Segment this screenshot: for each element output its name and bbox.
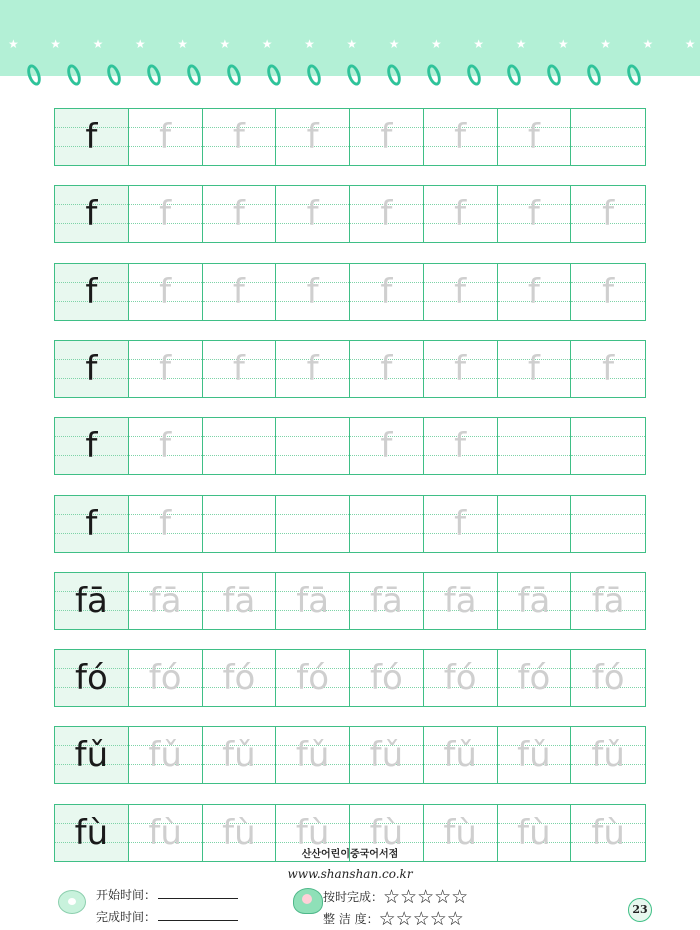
trace-cell[interactable]	[350, 186, 424, 242]
start-time-label: 开始时间：	[96, 888, 157, 902]
guide-line	[571, 127, 645, 128]
trace-letter: fā	[148, 580, 182, 621]
banner-star-icon: ★	[557, 37, 569, 51]
trace-cell[interactable]	[498, 496, 572, 552]
trace-cell[interactable]	[129, 727, 203, 783]
trace-letter: f	[159, 117, 172, 157]
binding-ring-icon	[385, 63, 404, 88]
trace-cell[interactable]	[498, 418, 572, 474]
guide-line	[350, 514, 423, 515]
trace-letter: f	[232, 117, 245, 157]
guide-line	[571, 455, 645, 456]
banner-star-icon: ★	[261, 37, 273, 51]
trace-letter: fó	[517, 658, 551, 699]
trace-letter: fó	[296, 658, 330, 699]
trace-cell[interactable]	[350, 727, 424, 783]
trace-letter: f	[306, 117, 319, 157]
trace-cell[interactable]	[276, 109, 350, 165]
trace-cell[interactable]	[129, 573, 203, 629]
model-cell	[55, 650, 129, 706]
trace-cell[interactable]	[203, 264, 277, 320]
trace-cell[interactable]	[276, 341, 350, 397]
neatness-row	[323, 908, 464, 930]
practice-row	[54, 263, 646, 321]
trace-letter: fǔ	[222, 735, 256, 776]
trace-letter: f	[159, 426, 172, 467]
practice-row	[54, 495, 646, 553]
banner-star-icon: ★	[50, 37, 62, 51]
banner-star-icon: ★	[134, 37, 146, 51]
trace-letter: f	[380, 194, 393, 235]
trace-cell[interactable]	[424, 109, 498, 165]
trace-cell[interactable]	[424, 496, 498, 552]
guide-line	[571, 436, 645, 437]
trace-cell[interactable]	[129, 418, 203, 474]
trace-letter: fó	[148, 658, 182, 699]
trace-cell[interactable]	[571, 341, 645, 397]
turtle-icon	[293, 888, 323, 914]
trace-cell[interactable]	[498, 341, 572, 397]
trace-cell[interactable]	[498, 109, 572, 165]
trace-cell[interactable]	[498, 573, 572, 629]
trace-letter: fǔ	[443, 735, 477, 776]
trace-letter: fù	[591, 812, 625, 853]
model-letter: f	[85, 426, 98, 467]
finish-time-row	[96, 908, 238, 925]
trace-letter: f	[454, 503, 467, 544]
trace-letter: f	[602, 194, 615, 235]
banner-star-icon: ★	[684, 37, 696, 51]
trace-letter: fā	[296, 580, 330, 621]
binding-ring-icon	[425, 63, 444, 88]
trace-letter: f	[159, 503, 172, 544]
binding-ring-icon	[65, 63, 84, 88]
guide-line	[571, 146, 645, 147]
trace-letter: fù	[148, 812, 182, 853]
guide-line	[498, 455, 571, 456]
binding-ring-icon	[505, 63, 524, 88]
guide-line	[571, 533, 645, 534]
trace-cell[interactable]	[571, 573, 645, 629]
trace-cell[interactable]	[203, 650, 277, 706]
trace-cell[interactable]	[276, 573, 350, 629]
guide-line	[350, 533, 423, 534]
trace-letter: f	[306, 194, 319, 235]
guide-line	[571, 514, 645, 515]
trace-letter: f	[232, 271, 245, 312]
model-cell	[55, 341, 129, 397]
model-letter: f	[85, 194, 98, 235]
trace-cell[interactable]	[276, 650, 350, 706]
trace-cell[interactable]	[129, 496, 203, 552]
banner-star-icon: ★	[177, 37, 188, 51]
trace-letter: f	[232, 194, 245, 235]
trace-cell[interactable]	[424, 650, 498, 706]
banner-star-icon: ★	[388, 37, 400, 51]
binding-ring-icon	[305, 63, 324, 88]
trace-letter: fā	[369, 580, 403, 621]
trace-letter: fó	[591, 658, 625, 699]
trace-cell[interactable]	[571, 727, 645, 783]
publisher-name: 산산어린이중국어서점	[301, 849, 399, 860]
model-cell	[55, 573, 129, 629]
guide-line	[276, 455, 349, 456]
sheep-icon	[58, 890, 86, 914]
trace-letter: fā	[222, 580, 256, 621]
trace-cell[interactable]	[424, 186, 498, 242]
model-cell	[55, 727, 129, 783]
trace-letter: f	[454, 348, 467, 389]
model-cell	[55, 186, 129, 242]
trace-letter: f	[602, 271, 615, 312]
trace-cell[interactable]	[276, 186, 350, 242]
on-time-row	[323, 886, 468, 908]
trace-cell[interactable]	[203, 727, 277, 783]
trace-letter: f	[454, 426, 467, 467]
spiral-binding	[0, 58, 700, 94]
banner-star-icon: ★	[92, 37, 104, 51]
binding-ring-icon	[625, 63, 644, 88]
banner-star-icon: ★	[346, 37, 358, 51]
trace-letter: fù	[295, 812, 330, 853]
binding-ring-icon	[25, 63, 44, 88]
trace-cell[interactable]	[350, 341, 424, 397]
trace-cell[interactable]	[203, 496, 277, 552]
practice-row	[54, 649, 646, 707]
on-time-label: 按时完成：	[323, 890, 384, 904]
trace-letter: fā	[591, 580, 625, 621]
model-letter: f	[85, 271, 98, 312]
trace-cell[interactable]	[571, 264, 645, 320]
trace-cell[interactable]	[571, 650, 645, 706]
trace-letter: fǔ	[517, 735, 551, 776]
trace-cell[interactable]	[203, 341, 277, 397]
start-time-row	[96, 886, 238, 903]
binding-ring-icon	[585, 63, 604, 88]
trace-cell[interactable]	[129, 186, 203, 242]
trace-cell[interactable]	[129, 650, 203, 706]
trace-cell[interactable]	[276, 418, 350, 474]
trace-letter: fǔ	[591, 735, 625, 776]
trace-cell[interactable]	[350, 109, 424, 165]
guide-line	[276, 436, 349, 437]
trace-letter: f	[380, 271, 393, 312]
trace-letter: fó	[369, 658, 403, 699]
trace-letter: fǔ	[295, 735, 330, 776]
trace-cell[interactable]	[276, 496, 350, 552]
binding-ring-icon	[225, 63, 244, 88]
binding-ring-icon	[105, 63, 124, 88]
trace-letter: fǔ	[369, 735, 404, 776]
guide-line	[203, 533, 276, 534]
trace-letter: f	[232, 348, 245, 389]
trace-cell[interactable]	[424, 573, 498, 629]
trace-letter: f	[527, 348, 540, 389]
trace-cell[interactable]	[350, 573, 424, 629]
trace-cell[interactable]	[424, 418, 498, 474]
trace-cell[interactable]	[129, 341, 203, 397]
model-cell	[55, 109, 129, 165]
trace-letter: f	[306, 271, 319, 312]
trace-cell[interactable]	[350, 418, 424, 474]
trace-letter: f	[602, 348, 615, 389]
trace-cell[interactable]	[350, 496, 424, 552]
guide-line	[203, 514, 276, 515]
practice-row	[54, 185, 646, 243]
model-cell	[55, 418, 129, 474]
practice-row	[54, 108, 646, 166]
banner-star-icon: ★	[8, 37, 19, 51]
practice-row	[54, 572, 646, 630]
binding-ring-icon	[465, 63, 484, 88]
trace-letter: fā	[517, 580, 551, 621]
practice-row	[54, 417, 646, 475]
trace-cell[interactable]	[203, 418, 277, 474]
trace-letter: f	[380, 117, 393, 157]
binding-ring-icon	[265, 63, 284, 88]
trace-letter: f	[380, 426, 393, 467]
trace-letter: f	[380, 348, 393, 389]
trace-cell[interactable]	[571, 186, 645, 242]
trace-cell[interactable]	[498, 650, 572, 706]
trace-cell[interactable]	[276, 727, 350, 783]
practice-row	[54, 340, 646, 398]
trace-letter: f	[454, 194, 467, 235]
trace-letter: fù	[369, 812, 404, 853]
trace-letter: f	[527, 117, 540, 157]
trace-letter: fó	[222, 658, 256, 699]
model-cell	[55, 496, 129, 552]
guide-line	[203, 436, 276, 437]
banner-star-icon: ★	[219, 37, 231, 51]
model-letter: f	[85, 503, 98, 544]
model-letter: fǔ	[74, 735, 109, 776]
trace-cell[interactable]	[129, 109, 203, 165]
trace-letter: fù	[222, 812, 256, 853]
trace-letter: fù	[517, 812, 551, 853]
banner-star-icon: ★	[515, 37, 527, 51]
trace-letter: f	[527, 194, 540, 235]
model-letter: fó	[74, 658, 108, 699]
model-letter: f	[85, 117, 98, 157]
start-time-field[interactable]	[158, 888, 238, 899]
trace-cell[interactable]	[571, 496, 645, 552]
guide-line	[498, 436, 571, 437]
model-letter: fā	[74, 580, 108, 621]
banner-star-icon: ★	[642, 37, 654, 51]
banner-stars	[0, 34, 700, 54]
binding-ring-icon	[145, 63, 164, 88]
guide-line	[498, 533, 571, 534]
trace-letter: f	[454, 271, 467, 312]
finish-time-field[interactable]	[158, 910, 238, 921]
banner-star-icon: ★	[473, 37, 485, 51]
website-link[interactable]: www.shanshan.co.kr	[287, 867, 413, 881]
guide-line	[498, 514, 571, 515]
neatness-label: 整 洁 度：	[323, 912, 379, 926]
trace-cell[interactable]	[571, 109, 645, 165]
trace-cell[interactable]	[350, 264, 424, 320]
trace-cell[interactable]	[498, 264, 572, 320]
trace-cell[interactable]	[203, 573, 277, 629]
trace-cell[interactable]	[203, 186, 277, 242]
trace-letter: f	[159, 194, 172, 235]
trace-cell[interactable]	[129, 264, 203, 320]
finish-time-label: 完成时间：	[96, 910, 157, 924]
trace-letter: f	[527, 271, 540, 312]
trace-letter: fù	[443, 812, 477, 853]
trace-letter: f	[306, 348, 319, 389]
trace-cell[interactable]	[350, 650, 424, 706]
trace-letter: fó	[443, 658, 477, 699]
guide-line	[276, 514, 349, 515]
model-letter: f	[85, 348, 98, 389]
banner-star-icon: ★	[431, 37, 442, 51]
guide-line	[203, 455, 276, 456]
trace-letter: f	[159, 271, 172, 312]
guide-line	[276, 533, 349, 534]
trace-cell[interactable]	[424, 341, 498, 397]
binding-ring-icon	[185, 63, 204, 88]
binding-ring-icon	[345, 63, 364, 88]
trace-letter: f	[454, 117, 467, 157]
binding-ring-icon	[545, 63, 564, 88]
trace-letter: fǔ	[148, 735, 182, 776]
banner-star-icon: ★	[304, 37, 315, 51]
trace-cell[interactable]	[424, 264, 498, 320]
practice-row	[54, 726, 646, 784]
trace-cell[interactable]	[498, 186, 572, 242]
model-cell	[55, 264, 129, 320]
trace-cell[interactable]	[571, 418, 645, 474]
page-number: 23	[628, 898, 652, 922]
trace-cell[interactable]	[498, 727, 572, 783]
trace-cell[interactable]	[203, 109, 277, 165]
banner-star-icon: ★	[600, 37, 611, 51]
on-time-stars[interactable]: ☆☆☆☆☆	[383, 886, 469, 908]
trace-cell[interactable]	[424, 727, 498, 783]
model-letter: fù	[74, 812, 109, 853]
trace-cell[interactable]	[276, 264, 350, 320]
trace-letter: f	[159, 348, 172, 389]
trace-letter: fā	[443, 580, 477, 621]
neatness-stars[interactable]: ☆☆☆☆☆	[378, 908, 464, 930]
